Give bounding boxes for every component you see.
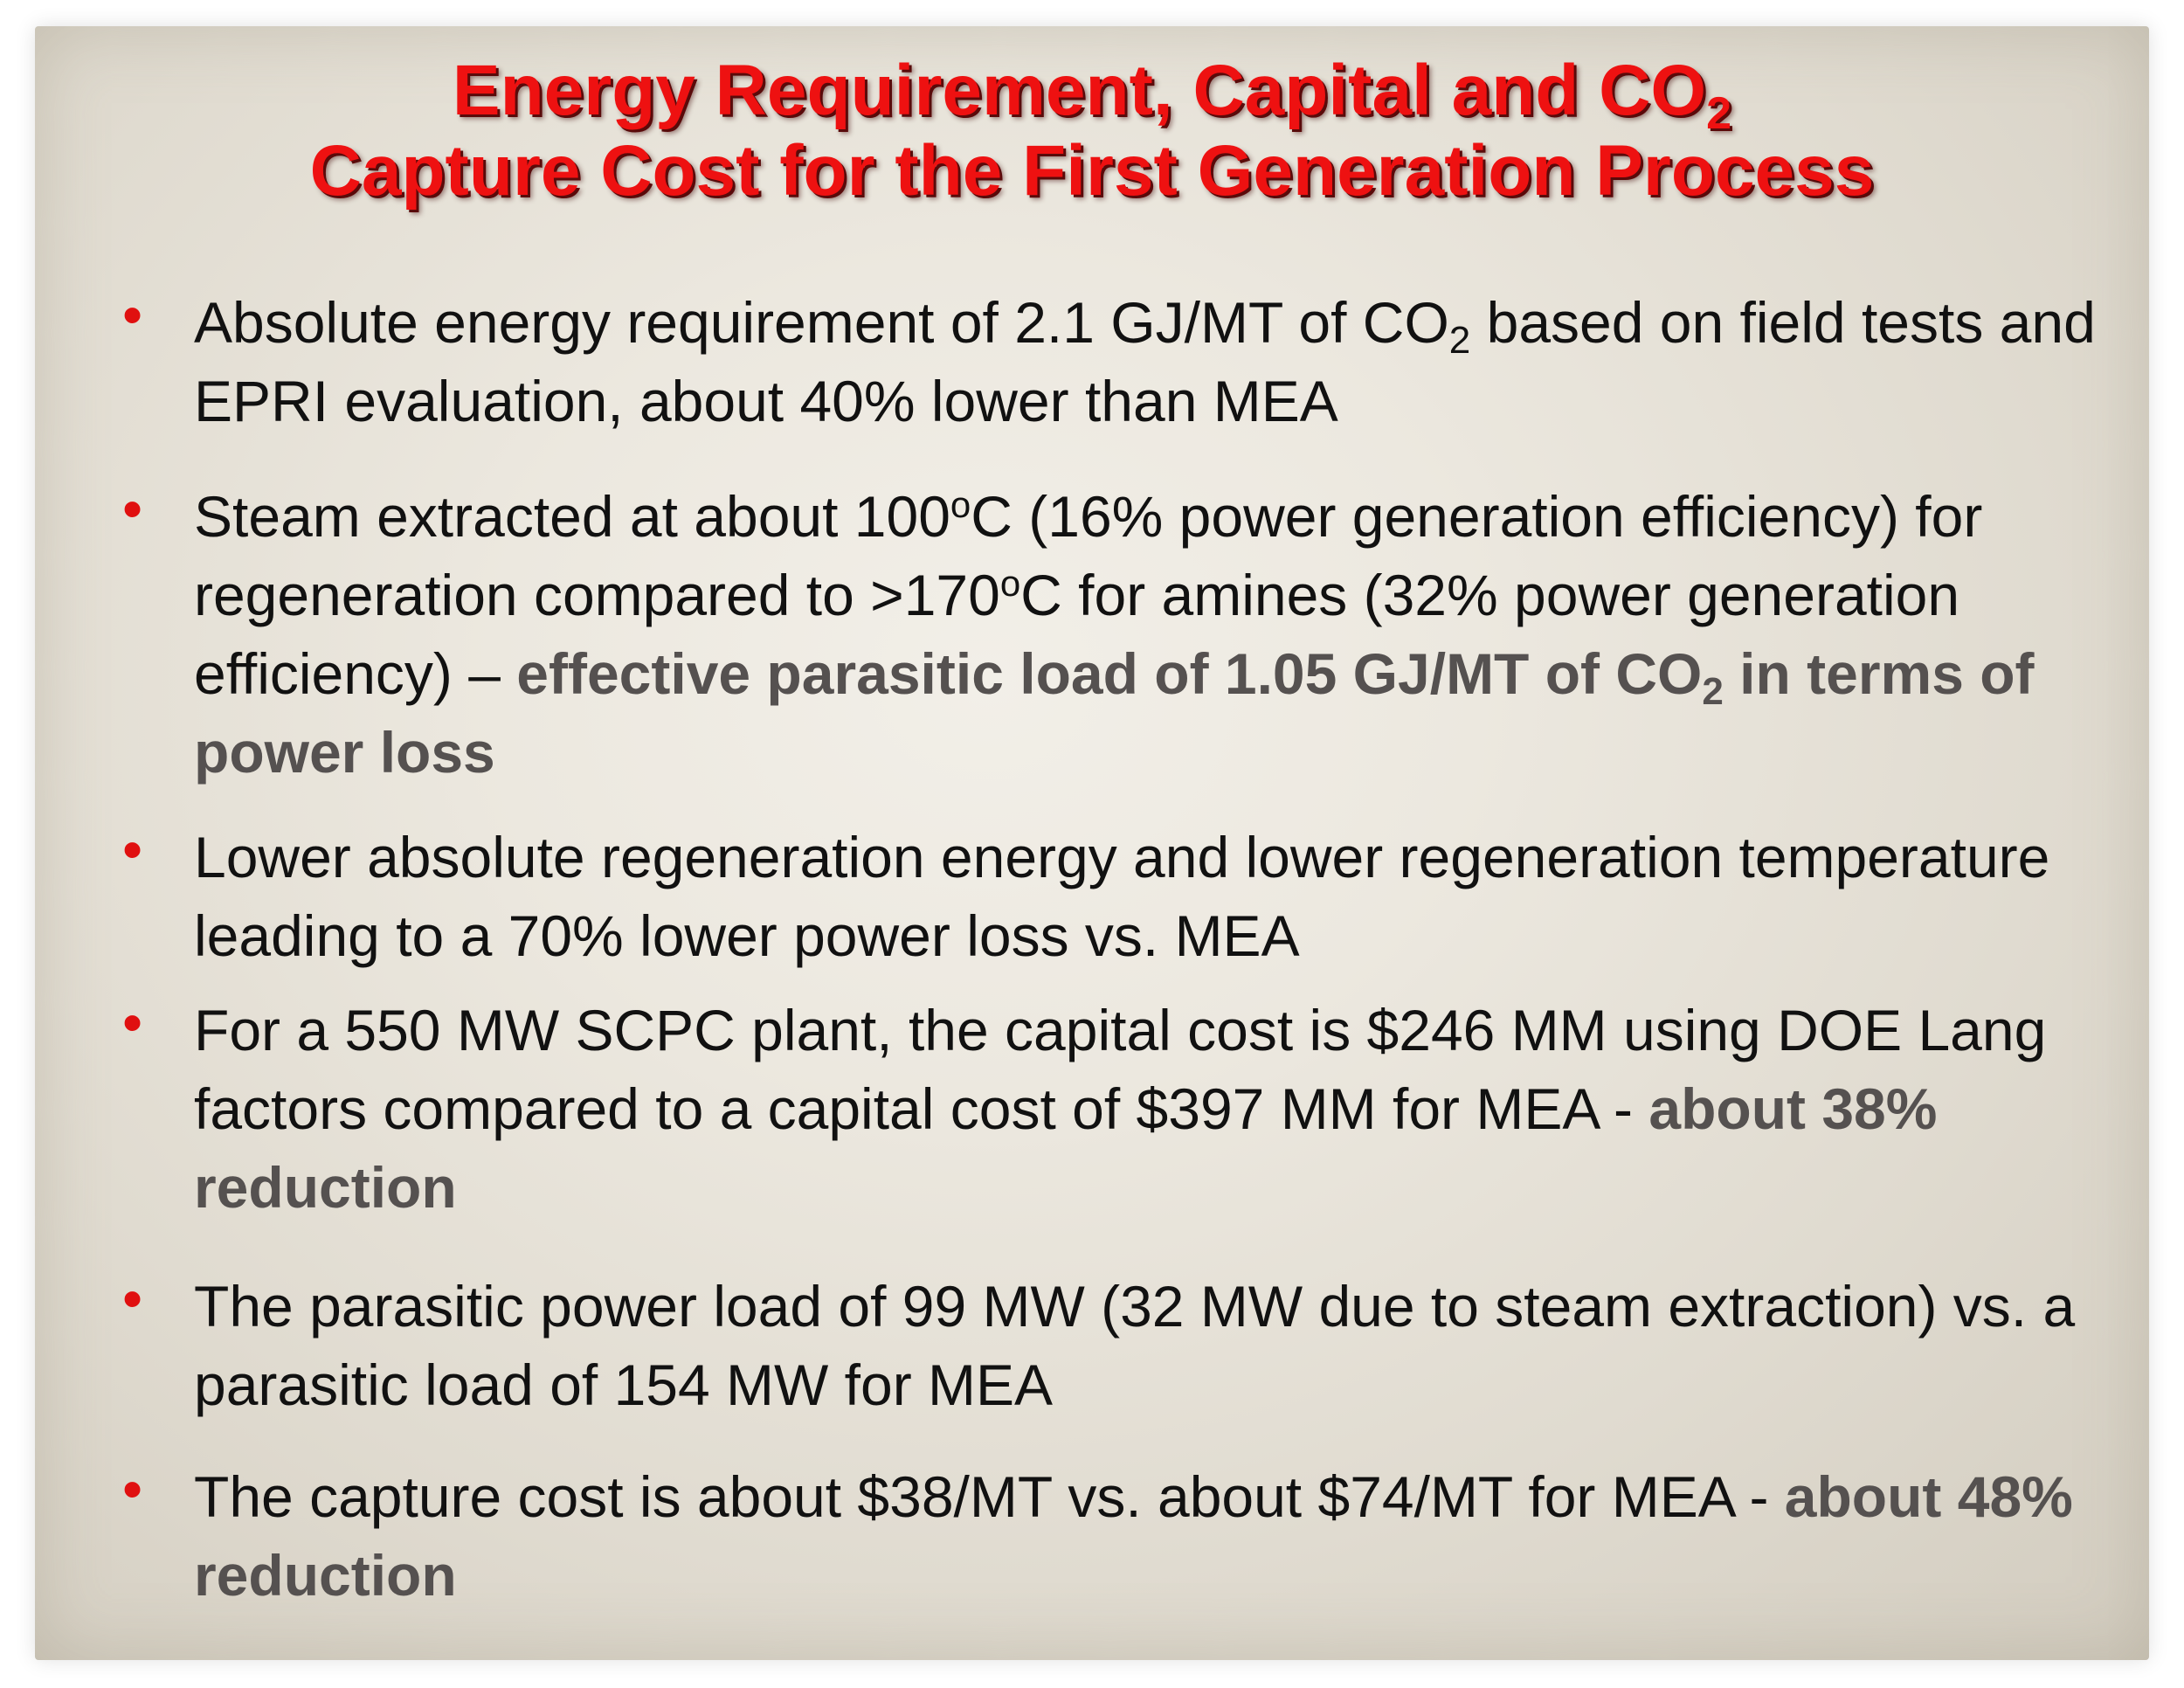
bullet-dot-icon: •: [122, 1456, 143, 1521]
subscript: 2: [1702, 670, 1724, 713]
bullet-text: Lower absolute regeneration energy and lower regeneration temperature leading to a 70% lower power loss vs. MEA: [194, 825, 2050, 968]
bullet-item-regeneration-energy: [122, 818, 2097, 975]
bullet-dot-icon: •: [122, 476, 143, 541]
text-run: C (16% power generation efficiency) for regeneration compared to >170: [194, 484, 1983, 627]
bullet-item-parasitic-load: [122, 1267, 2097, 1424]
bullet-item-energy-requirement: [122, 283, 2097, 440]
highlight-text: about 38% reduction: [194, 1076, 1938, 1220]
text-run: The capture cost is about $38/MT vs. about $74/MT for MEA -: [194, 1464, 1785, 1529]
title-line-1-text: Energy Requirement, Capital and CO: [452, 51, 1707, 130]
text-run: effective parasitic load of 1.05 GJ/MT of CO: [516, 641, 1703, 706]
text-run: Steam extracted at about 100: [194, 484, 950, 549]
bullet-dot-icon: •: [122, 1266, 143, 1331]
bullet-dot-icon: •: [122, 990, 143, 1055]
title-subscript: 2: [1706, 88, 1732, 139]
bullet-text: The parasitic power load of 99 MW (32 MW due to steam extraction) vs. a parasitic load of 154 MW for MEA: [194, 1274, 2076, 1417]
bullet-text: [194, 477, 2097, 792]
bullet-dot-icon: •: [122, 817, 143, 882]
text-run: in terms of power loss: [194, 641, 2035, 785]
subscript: 2: [1448, 319, 1471, 362]
bullet-item-capital-cost: [122, 991, 2097, 1227]
bullet-dot-icon: •: [122, 282, 143, 347]
text-run: For a 550 MW SCPC plant, the capital cost is $246 MM using DOE Lang factors compared to a capital cost of $397 MM for MEA -: [194, 998, 2047, 1141]
text-run: based on field tests and EPRI evaluation, about 40% lower than MEA: [194, 290, 2096, 433]
highlight-text: about 48% reduction: [194, 1464, 2073, 1608]
bullet-text: [194, 991, 2097, 1227]
superscript: o: [999, 563, 1021, 604]
title-line-2: Capture Cost for the First Generation Process: [309, 131, 1875, 211]
text-run: Absolute energy requirement of 2.1 GJ/MT of CO: [194, 290, 1449, 355]
superscript: o: [950, 484, 971, 525]
text-run: C for amines (32% power generation efficiency) –: [194, 563, 1960, 706]
bullet-text: [194, 1457, 2097, 1615]
bullet-item-capture-cost: [122, 1457, 2097, 1615]
bullet-text: [194, 283, 2097, 440]
bullet-item-steam-extraction: [122, 477, 2097, 792]
